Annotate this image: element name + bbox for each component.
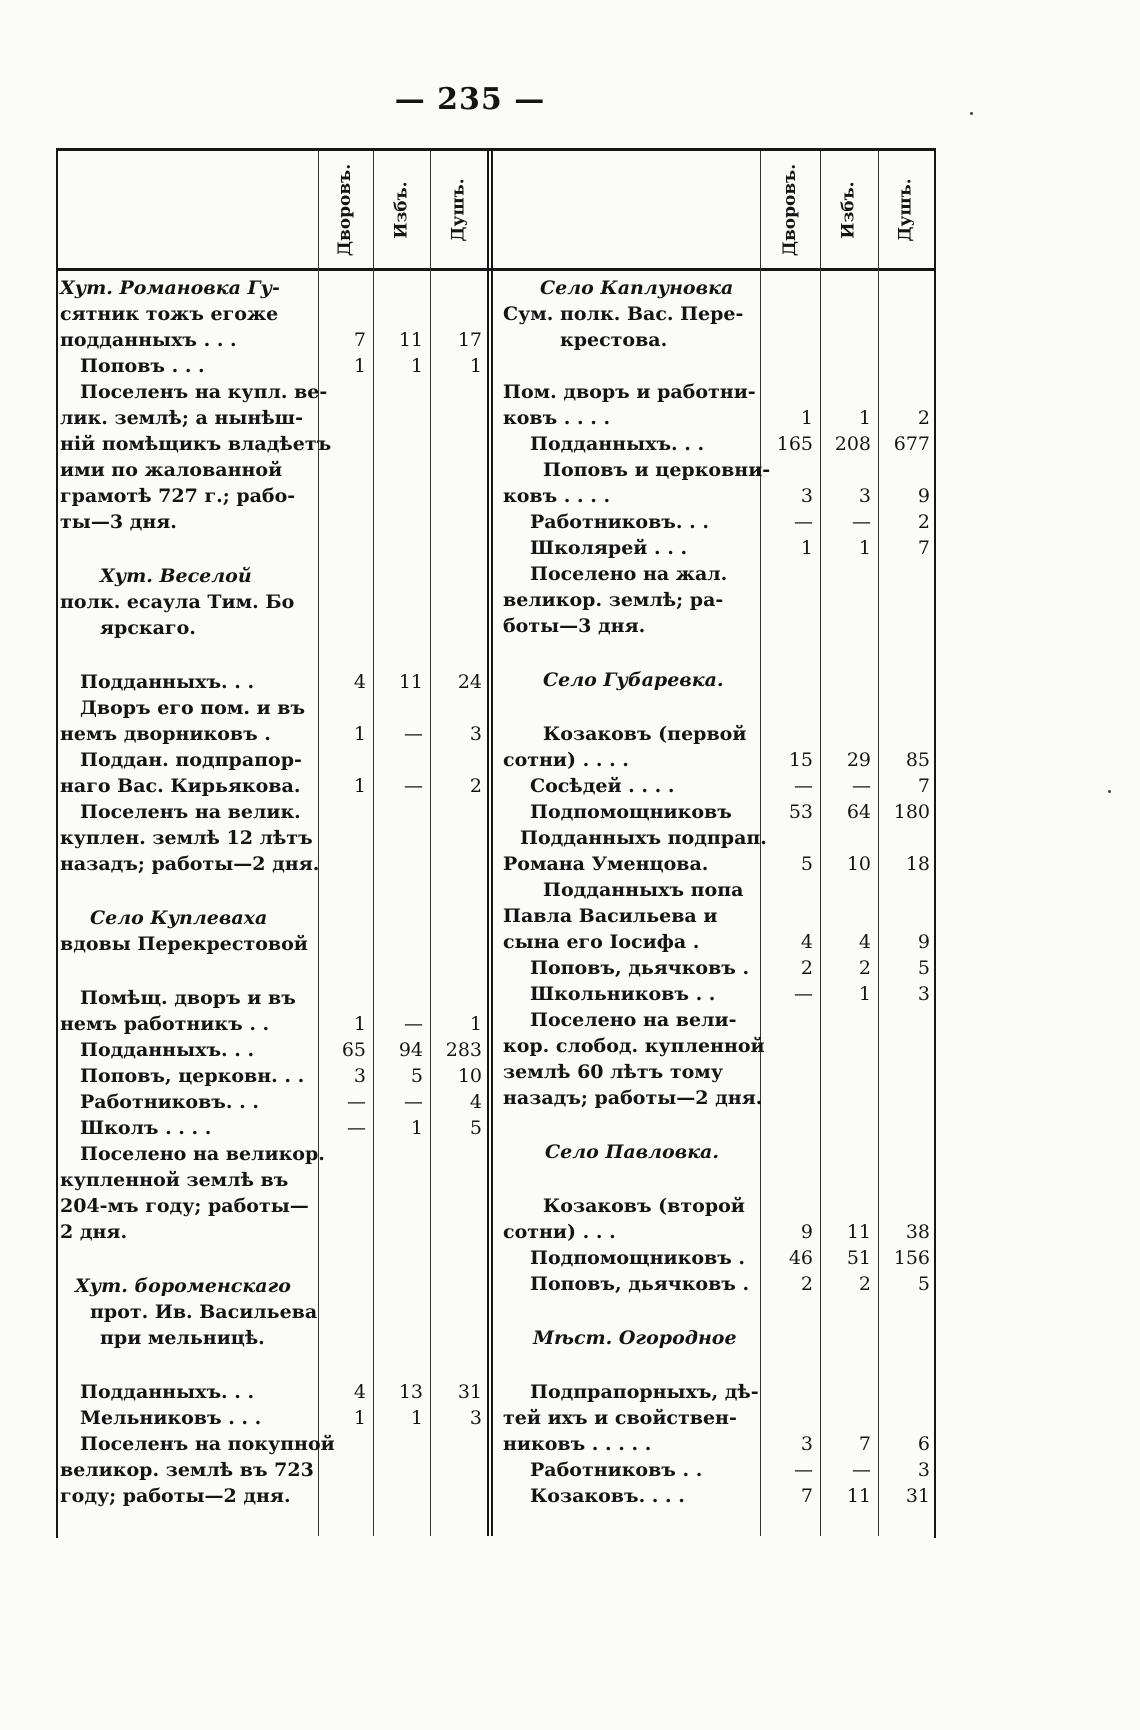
value-dush: 5 bbox=[917, 1273, 930, 1295]
row-label: Поповъ, церковн. . . bbox=[80, 1065, 305, 1087]
value-izb: 11 bbox=[398, 329, 423, 351]
row-label: Село Павловка. bbox=[545, 1141, 719, 1163]
table-right-border bbox=[934, 148, 936, 1538]
value-izb: 1 bbox=[858, 537, 871, 559]
row-label: Подданныхъ подпрап. bbox=[520, 827, 767, 849]
value-izb: — bbox=[404, 1013, 423, 1035]
table-top-border bbox=[56, 148, 936, 151]
value-dvorov: 1 bbox=[800, 407, 813, 429]
row-label: Село Куплеваха bbox=[90, 907, 268, 929]
value-izb: — bbox=[404, 775, 423, 797]
value-dvorov: 4 bbox=[353, 1381, 366, 1403]
row-label: Поселенъ на покупной bbox=[80, 1433, 335, 1455]
row-label: Подданныхъ. . . bbox=[80, 1381, 255, 1403]
value-dvorov: 1 bbox=[353, 723, 366, 745]
row-label: Павла Васильева и bbox=[503, 905, 718, 927]
row-label: подданныхъ . . . bbox=[60, 329, 237, 351]
row-label: Козаковъ (первой bbox=[543, 723, 747, 745]
value-dush: 18 bbox=[905, 853, 930, 875]
header-izb-left: Избъ. bbox=[391, 181, 412, 239]
value-dush: 2 bbox=[917, 407, 930, 429]
value-dvorov: 4 bbox=[353, 671, 366, 693]
value-izb: 11 bbox=[846, 1485, 871, 1507]
value-izb: 11 bbox=[398, 671, 423, 693]
row-label: Подданныхъ. . . bbox=[80, 1039, 255, 1061]
row-label: Хут. Романовка Гу- bbox=[60, 277, 280, 299]
value-dush: 2 bbox=[469, 775, 482, 797]
value-dush: 24 bbox=[457, 671, 482, 693]
value-dush: 7 bbox=[917, 537, 930, 559]
value-dvorov: 3 bbox=[800, 485, 813, 507]
value-dvorov: 3 bbox=[800, 1433, 813, 1455]
row-label: назадъ; работы—2 дня. bbox=[60, 853, 320, 875]
value-dvorov: 2 bbox=[800, 1273, 813, 1295]
row-label: Козаковъ. . . . bbox=[530, 1485, 685, 1507]
value-dush: 283 bbox=[445, 1039, 482, 1061]
row-label: ты—3 дня. bbox=[60, 511, 177, 533]
value-izb: 1 bbox=[858, 407, 871, 429]
value-izb: — bbox=[852, 775, 871, 797]
row-label: Поповъ и церковни- bbox=[543, 459, 771, 481]
row-label: Козаковъ (второй bbox=[543, 1195, 745, 1217]
row-label: никовъ . . . . . bbox=[503, 1433, 652, 1455]
value-izb: 94 bbox=[398, 1039, 423, 1061]
value-dvorov: 7 bbox=[800, 1485, 813, 1507]
row-label: Подпомощниковъ bbox=[530, 801, 732, 823]
header-dvorov-right: Дворовъ. bbox=[780, 163, 801, 257]
row-label: Сосѣдей . . . . bbox=[530, 775, 675, 797]
value-dvorov: 46 bbox=[788, 1247, 813, 1269]
value-izb: 4 bbox=[858, 931, 871, 953]
value-dvorov: — bbox=[347, 1117, 366, 1139]
row-label: Поселено на великор. bbox=[80, 1143, 325, 1165]
row-label: боты—3 дня. bbox=[503, 615, 646, 637]
value-dush: 5 bbox=[469, 1117, 482, 1139]
value-dush: 17 bbox=[457, 329, 482, 351]
value-dush: 10 bbox=[457, 1065, 482, 1087]
value-izb: 1 bbox=[410, 355, 423, 377]
value-dvorov: — bbox=[794, 983, 813, 1005]
row-label: ній помѣщикъ владѣетъ bbox=[60, 433, 332, 455]
row-label: Поселено на жал. bbox=[530, 563, 728, 585]
row-label: сятник тожъ егоже bbox=[60, 303, 279, 325]
row-label: немъ дворниковъ . bbox=[60, 723, 271, 745]
header-dush-left: Душъ. bbox=[448, 178, 469, 242]
header-dush-right: Душъ. bbox=[896, 178, 917, 242]
row-label: Работниковъ. . . bbox=[530, 511, 709, 533]
value-dush: 9 bbox=[917, 485, 930, 507]
row-label: Поселено на вели- bbox=[530, 1009, 737, 1031]
value-dvorov: 53 bbox=[788, 801, 813, 823]
value-dush: 180 bbox=[893, 801, 930, 823]
row-label: Село Каплуновка bbox=[540, 277, 734, 299]
row-label: Работниковъ. . . bbox=[80, 1091, 259, 1113]
value-dvorov: — bbox=[794, 1459, 813, 1481]
row-label: великор. землѣ въ 723 bbox=[60, 1459, 314, 1481]
value-dvorov: 3 bbox=[353, 1065, 366, 1087]
value-izb: 13 bbox=[398, 1381, 423, 1403]
row-label: назадъ; работы—2 дня. bbox=[503, 1087, 763, 1109]
row-label: Мѣст. Огородное bbox=[533, 1327, 737, 1349]
value-izb: 1 bbox=[410, 1407, 423, 1429]
column-rule bbox=[878, 151, 879, 1536]
value-dush: 1 bbox=[469, 355, 482, 377]
value-izb: 7 bbox=[858, 1433, 871, 1455]
value-dush: 7 bbox=[917, 775, 930, 797]
value-dvorov: 65 bbox=[341, 1039, 366, 1061]
row-label: Подданныхъ. . . bbox=[80, 671, 255, 693]
row-label: грамотѣ 727 г.; рабо- bbox=[60, 485, 296, 507]
value-dush: 31 bbox=[905, 1485, 930, 1507]
header-dvorov-left: Дворовъ. bbox=[335, 163, 356, 257]
value-izb: — bbox=[852, 1459, 871, 1481]
page-number: — 235 — bbox=[394, 82, 546, 117]
row-label: Поповъ . . . bbox=[80, 355, 205, 377]
row-label: Поселенъ на купл. ве- bbox=[80, 381, 328, 403]
value-dvorov: 1 bbox=[800, 537, 813, 559]
value-izb: — bbox=[404, 723, 423, 745]
row-label: ковъ . . . . bbox=[503, 407, 611, 429]
row-label: ярскаго. bbox=[100, 617, 196, 639]
value-izb: 1 bbox=[858, 983, 871, 1005]
value-izb: 51 bbox=[846, 1247, 871, 1269]
row-label: 2 дня. bbox=[60, 1221, 128, 1243]
value-dush: 677 bbox=[893, 433, 930, 455]
value-dush: 1 bbox=[469, 1013, 482, 1035]
value-dvorov: — bbox=[794, 511, 813, 533]
row-label: Село Губаревка. bbox=[543, 669, 724, 691]
print-speck bbox=[970, 112, 973, 115]
header-izb-right: Избъ. bbox=[839, 181, 859, 239]
row-label: 204-мъ году; работы— bbox=[60, 1195, 309, 1217]
row-label: году; работы—2 дня. bbox=[60, 1485, 291, 1507]
row-label: Школярей . . . bbox=[530, 537, 688, 559]
value-dvorov: — bbox=[794, 775, 813, 797]
value-dush: 9 bbox=[917, 931, 930, 953]
row-label: сотни) . . . bbox=[503, 1221, 616, 1243]
row-label: Поповъ, дьячковъ . bbox=[530, 957, 750, 979]
value-izb: 1 bbox=[410, 1117, 423, 1139]
row-label: при мельницѣ. bbox=[100, 1327, 265, 1349]
row-label: сотни) . . . . bbox=[503, 749, 629, 771]
value-dvorov: 15 bbox=[788, 749, 813, 771]
value-dush: 3 bbox=[917, 1459, 930, 1481]
row-label: Хут. Веселой bbox=[100, 565, 252, 587]
row-label: Работниковъ . . bbox=[530, 1459, 703, 1481]
table-left-border bbox=[56, 148, 58, 1538]
row-label: кор. слобод. купленной bbox=[503, 1035, 765, 1057]
value-dvorov: 1 bbox=[353, 1013, 366, 1035]
row-label: сына его Іосифа . bbox=[503, 931, 700, 953]
row-label: Сум. полк. Вас. Пере- bbox=[503, 303, 744, 325]
value-dush: 38 bbox=[905, 1221, 930, 1243]
row-label: землѣ 60 лѣтъ тому bbox=[503, 1061, 723, 1083]
row-label: Школъ . . . . bbox=[80, 1117, 212, 1139]
row-label: купленной землѣ въ bbox=[60, 1169, 289, 1191]
value-dvorov: 9 bbox=[800, 1221, 813, 1243]
row-label: вдовы Перекрестовой bbox=[60, 933, 308, 955]
value-dvorov: — bbox=[347, 1091, 366, 1113]
row-label: куплен. землѣ 12 лѣтъ bbox=[60, 827, 313, 849]
value-izb: — bbox=[404, 1091, 423, 1113]
value-dush: 5 bbox=[917, 957, 930, 979]
row-label: ими по жалованной bbox=[60, 459, 283, 481]
value-dvorov: 7 bbox=[353, 329, 366, 351]
row-label: крестова. bbox=[560, 329, 668, 351]
value-dvorov: 1 bbox=[353, 775, 366, 797]
value-izb: — bbox=[852, 511, 871, 533]
value-dush: 3 bbox=[469, 723, 482, 745]
row-label: великор. землѣ; ра- bbox=[503, 589, 724, 611]
row-label: Поповъ, дьячковъ . bbox=[530, 1273, 750, 1295]
row-label: Романа Уменцова. bbox=[503, 853, 709, 875]
value-izb: 3 bbox=[858, 485, 871, 507]
value-dvorov: 1 bbox=[353, 355, 366, 377]
row-label: Подпрапорныхъ, дѣ- bbox=[530, 1381, 759, 1403]
value-dvorov: 2 bbox=[800, 957, 813, 979]
value-dush: 3 bbox=[469, 1407, 482, 1429]
value-dush: 3 bbox=[917, 983, 930, 1005]
row-label: Помѣщ. дворъ и въ bbox=[80, 987, 296, 1009]
row-label: тей ихъ и свойствен- bbox=[503, 1407, 737, 1429]
value-dush: 2 bbox=[917, 511, 930, 533]
value-izb: 5 bbox=[410, 1065, 423, 1087]
value-izb: 10 bbox=[846, 853, 871, 875]
row-label: Поселенъ на велик. bbox=[80, 801, 301, 823]
value-izb: 11 bbox=[846, 1221, 871, 1243]
value-dvorov: 5 bbox=[800, 853, 813, 875]
row-label: полк. есаула Тим. Бо bbox=[60, 591, 295, 613]
row-label: Пом. дворъ и работни- bbox=[503, 381, 756, 403]
row-label: лик. землѣ; а нынѣш- bbox=[60, 407, 303, 429]
value-dvorov: 4 bbox=[800, 931, 813, 953]
value-dush: 4 bbox=[469, 1091, 482, 1113]
row-label: Хут. бороменскаго bbox=[75, 1275, 291, 1297]
value-izb: 29 bbox=[846, 749, 871, 771]
value-dush: 6 bbox=[917, 1433, 930, 1455]
value-dvorov: 165 bbox=[776, 433, 813, 455]
value-izb: 64 bbox=[846, 801, 871, 823]
row-label: Подпомощниковъ . bbox=[530, 1247, 745, 1269]
row-label: Поддан. подпрапор- bbox=[80, 749, 302, 771]
row-label: немъ работникъ . . bbox=[60, 1013, 270, 1035]
row-label: Мельниковъ . . . bbox=[80, 1407, 262, 1429]
row-label: прот. Ив. Васильева bbox=[90, 1301, 318, 1323]
row-label: ковъ . . . . bbox=[503, 485, 611, 507]
column-rule bbox=[820, 151, 821, 1536]
value-dvorov: 1 bbox=[353, 1407, 366, 1429]
print-speck bbox=[1108, 790, 1111, 793]
header-divider bbox=[56, 268, 936, 271]
row-label: Школьниковъ . . bbox=[530, 983, 716, 1005]
row-label: Дворъ его пом. и въ bbox=[80, 697, 306, 719]
row-label: Подданныхъ попа bbox=[543, 879, 744, 901]
value-dush: 85 bbox=[905, 749, 930, 771]
row-label: наго Вас. Кирьякова. bbox=[60, 775, 301, 797]
value-dush: 31 bbox=[457, 1381, 482, 1403]
row-label: Подданныхъ. . . bbox=[530, 433, 705, 455]
value-izb: 2 bbox=[858, 1273, 871, 1295]
value-dush: 156 bbox=[893, 1247, 930, 1269]
center-double-rule bbox=[487, 151, 493, 1536]
value-izb: 208 bbox=[834, 433, 871, 455]
value-izb: 2 bbox=[858, 957, 871, 979]
